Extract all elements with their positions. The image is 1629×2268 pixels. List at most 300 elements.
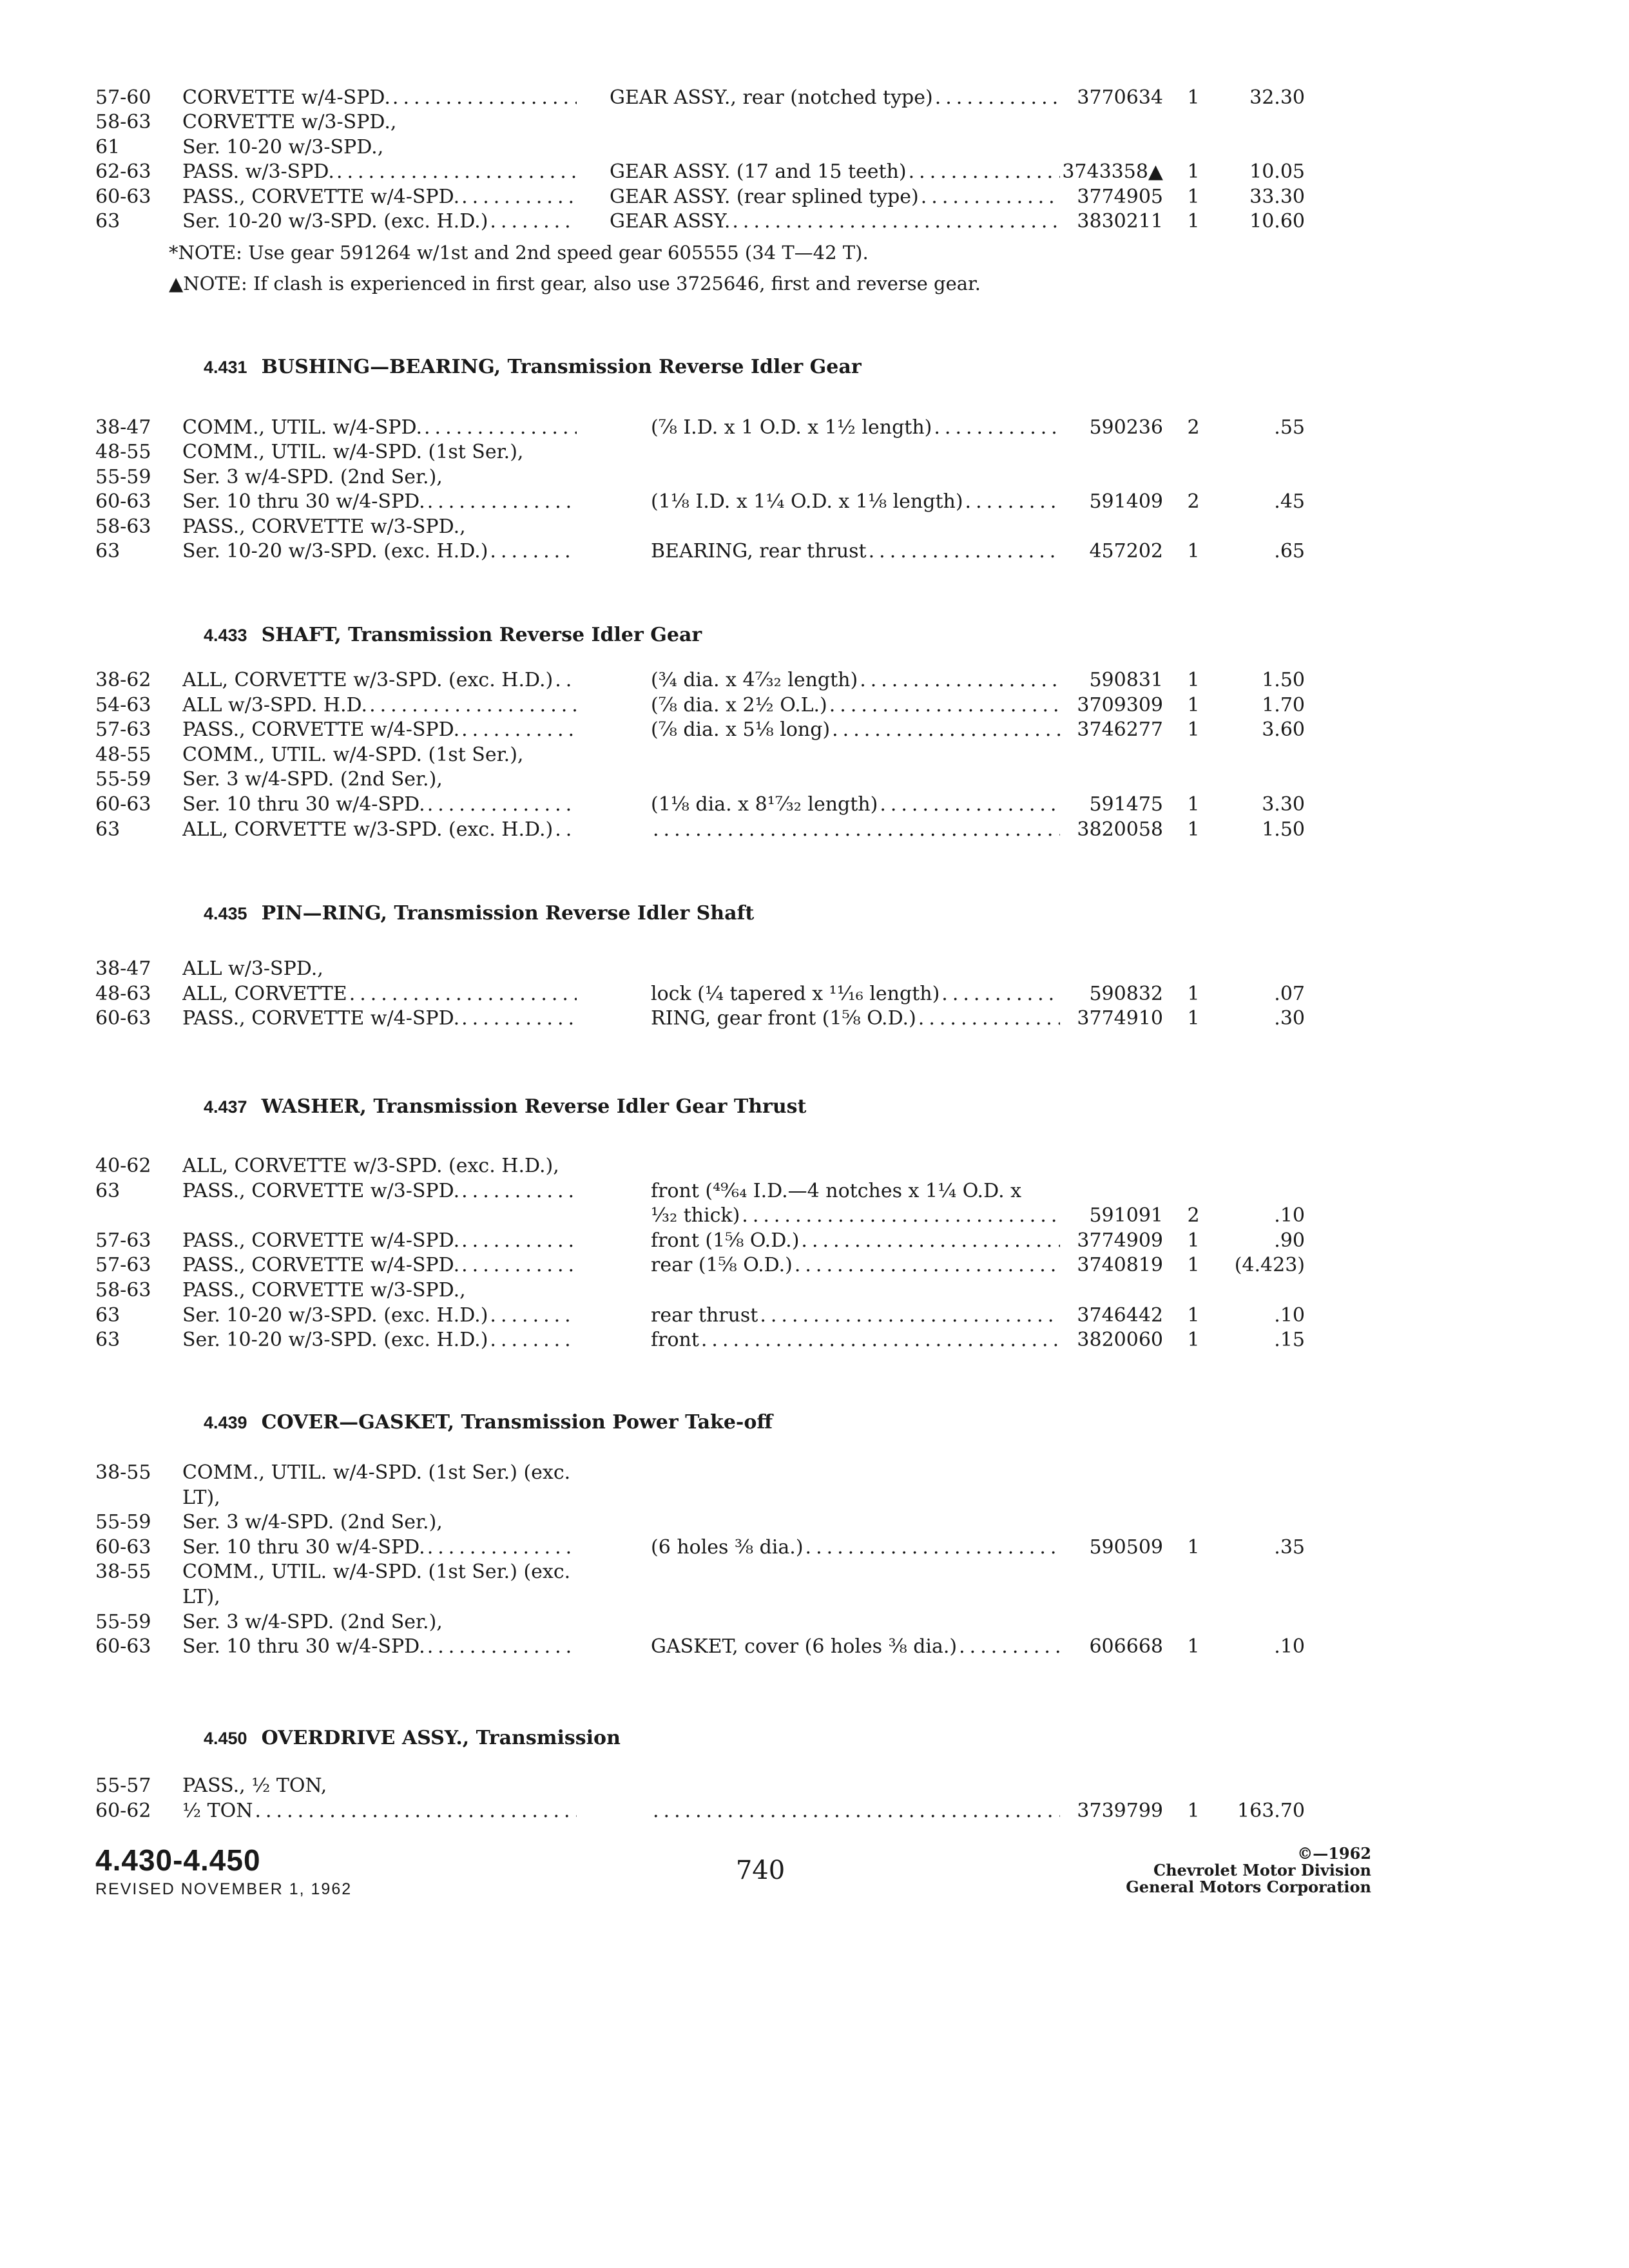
table-row [0,1510,1629,1535]
section-heading-4433 [204,624,702,646]
table-row [0,668,1629,693]
model-application-text: Ser. 10 thru 30 w/4-SPD. [182,490,425,514]
part-description-text: GEAR ASSY. (rear splined type) [610,185,919,208]
part-number: 606668 [1089,1635,1163,1658]
list-price: 10.05 [1249,160,1305,184]
list-price: .07 [1274,982,1305,1005]
model-year: 60-63 [95,490,151,514]
table-row [0,1610,1629,1635]
part-description [651,415,1060,441]
table-row [0,1203,1629,1229]
part-number: 591091 [1089,1204,1163,1227]
table-row [0,1253,1629,1278]
model-year: 57-63 [95,1254,151,1277]
dot-leader [461,1006,577,1032]
model-year: 60-63 [95,1007,151,1030]
model-application: COMM., UTIL. w/4-SPD. (1st Ser.), [182,441,524,464]
model-application [182,1178,577,1204]
model-application-text: ALL, CORVETTE [182,982,347,1005]
dot-leader [427,489,577,515]
part-description [651,1798,1060,1824]
quantity: 1 [1187,793,1200,816]
table-row [0,514,1629,540]
part-number: 3743358▲ [1062,160,1163,184]
part-description [651,693,1060,718]
list-price: 3.30 [1262,793,1305,816]
list-price: .45 [1274,490,1305,514]
quantity: 1 [1187,982,1200,1005]
model-year: 58-63 [95,515,151,538]
table-row [0,159,1629,185]
model-year: 58-63 [95,111,151,134]
part-description [651,792,1060,818]
table-row [0,209,1629,235]
part-description-text: GASKET, cover (6 holes ⅜ dia.) [651,1635,958,1658]
model-application-text: COMM., UTIL. w/4-SPD. [182,416,422,439]
model-year: 38-55 [95,1561,151,1584]
part-number: 3739799 [1077,1799,1163,1822]
model-year: 48-63 [95,982,151,1005]
model-application: CORVETTE w/3-SPD., [182,111,397,134]
model-application: LT), [182,1586,220,1608]
dot-leader [369,693,577,718]
footer-publisher [1126,1845,1371,1896]
model-year: 38-62 [95,669,151,691]
dot-leader [255,1798,577,1824]
quantity: 1 [1187,718,1200,742]
quantity: 1 [1187,185,1200,208]
dot-leader [555,668,577,693]
dot-leader [461,717,577,743]
model-application [182,792,577,818]
part-number: 3774910 [1077,1007,1163,1030]
model-year: 55-59 [95,465,151,488]
section-number: 4.439 [204,1413,247,1432]
quantity: 1 [1187,669,1200,691]
part-description-text: (⅞ dia. x 2½ O.L.) [651,693,827,716]
model-year: 60-63 [95,185,151,208]
table-row [0,1006,1629,1032]
table-row [0,85,1629,111]
dot-leader [490,1327,577,1353]
model-application [182,717,577,743]
part-description [651,1006,1060,1032]
model-application [182,1253,577,1278]
table-row [0,1485,1629,1511]
model-application [182,1634,577,1660]
part-description-text: ¹⁄₃₂ thick) [651,1204,740,1227]
dot-leader [427,792,577,818]
model-application: PASS., ½ TON, [182,1774,327,1797]
model-application [182,1303,577,1329]
model-application-text: PASS., CORVETTE w/4-SPD. [182,718,460,742]
model-application-text: Ser. 10-20 w/3-SPD. (exc. H.D.) [182,540,488,562]
model-application-text: Ser. 10 thru 30 w/4-SPD. [182,1535,425,1559]
table-row [0,1153,1629,1179]
part-description [651,1303,1060,1329]
model-application [182,159,577,185]
part-number: 3820060 [1077,1329,1163,1352]
list-price: .10 [1274,1204,1305,1227]
list-price: .35 [1274,1535,1305,1559]
part-number: 3770634 [1077,86,1163,109]
dot-leader [742,1203,1060,1229]
quantity: 1 [1187,1303,1200,1327]
dot-leader [392,85,577,111]
table-row [0,1798,1629,1824]
dot-leader [427,1634,577,1660]
model-application-text: PASS., CORVETTE w/4-SPD. [182,185,460,208]
model-year: 63 [95,1179,120,1202]
model-year: 57-63 [95,718,151,742]
note-gear-591264: *NOTE: Use gear 591264 w/1st and 2nd speed gear 605555 (34 T—42 T). [169,242,869,264]
model-application-text: ½ TON [182,1799,253,1822]
dot-leader [805,1535,1060,1561]
model-year: 63 [95,1303,120,1327]
part-description [651,1228,1060,1254]
copyright: ©—1962 [1297,1844,1371,1863]
quantity: 1 [1187,86,1200,109]
model-application [182,1006,577,1032]
part-description-text: RING, gear front (1⅝ O.D.) [651,1007,916,1030]
quantity: 1 [1187,1799,1200,1822]
part-number: 590509 [1089,1535,1163,1559]
part-number: 590831 [1089,669,1163,691]
quantity: 1 [1187,818,1200,841]
table-row [0,465,1629,490]
part-description-text: (1⅛ I.D. x 1¼ O.D. x 1⅛ length) [651,490,963,514]
model-year: 57-63 [95,1229,151,1252]
model-application [182,209,577,235]
list-price: 33.30 [1249,185,1305,208]
model-application-text: PASS., CORVETTE w/4-SPD. [182,1007,460,1030]
part-number: 590832 [1089,982,1163,1005]
model-year: 55-57 [95,1774,151,1797]
dot-leader [490,209,577,235]
section-heading-4431 [204,356,862,378]
table-row [0,489,1629,515]
dot-leader [336,159,577,185]
model-year: 61 [95,135,120,159]
part-number: 3820058 [1077,818,1163,841]
section-number: 4.437 [204,1097,247,1117]
model-year: 54-63 [95,693,151,716]
section-title: COVER—GASKET, Transmission Power Take-off [261,1411,773,1434]
model-application-text: PASS., CORVETTE w/3-SPD. [182,1179,460,1202]
model-year: 48-55 [95,743,151,766]
table-row [0,817,1629,843]
model-application [182,693,577,718]
model-application: COMM., UTIL. w/4-SPD. (1st Ser.), [182,743,524,766]
table-row [0,135,1629,160]
part-description-text: rear (1⅝ O.D.) [651,1254,793,1277]
dot-leader [795,1253,1060,1278]
section-title: OVERDRIVE ASSY., Transmission [261,1727,621,1749]
quantity: 1 [1187,1329,1200,1352]
footer-section-range: 4.430-4.450 [95,1843,261,1877]
part-description-text: GEAR ASSY. [610,210,731,233]
dot-leader [427,1535,577,1561]
dot-leader [653,817,1060,843]
part-number: 590236 [1089,416,1163,439]
part-description [651,539,1060,564]
model-application: PASS., CORVETTE w/3-SPD., [182,515,466,538]
part-description [610,159,1060,185]
dot-leader [701,1327,1060,1353]
model-year: 60-63 [95,793,151,816]
model-year: 58-63 [95,1279,151,1302]
table-row [0,415,1629,441]
quantity: 2 [1187,1204,1200,1227]
footer-revised-date: REVISED NOVEMBER 1, 1962 [95,1880,352,1898]
model-application: Ser. 10-20 w/3-SPD., [182,135,384,159]
model-application: LT), [182,1486,220,1509]
model-year: 40-62 [95,1155,151,1177]
part-description-text: BEARING, rear thrust [651,540,867,562]
section-heading-4439 [204,1411,773,1434]
model-application-text: Ser. 10-20 w/3-SPD. (exc. H.D.) [182,1329,488,1352]
part-description-text: rear thrust [651,1303,758,1327]
section-number: 4.431 [204,358,247,377]
model-year: 63 [95,210,120,233]
model-application: COMM., UTIL. w/4-SPD. (1st Ser.) (exc. [182,1461,571,1484]
quantity: 1 [1187,1007,1200,1030]
model-year: 55-59 [95,1610,151,1633]
list-price: .10 [1274,1303,1305,1327]
quantity: 1 [1187,1635,1200,1658]
table-row [0,1535,1629,1561]
model-application [182,817,577,843]
model-application [182,539,577,564]
dot-leader [490,1303,577,1329]
model-year: 60-63 [95,1535,151,1559]
section-number: 4.433 [204,626,247,645]
part-number: 3746442 [1077,1303,1163,1327]
table-row [0,1559,1629,1585]
model-application: Ser. 3 w/4-SPD. (2nd Ser.), [182,465,443,488]
section-heading-4437 [204,1095,806,1118]
part-description-text: front (1⅝ O.D.) [651,1229,800,1252]
dot-leader [760,1303,1060,1329]
model-application [182,1535,577,1561]
dot-leader [860,668,1060,693]
note-clash-first-gear: ▲NOTE: If clash is experienced in first gear, also use 3725646, first and reverse gear. [169,273,981,294]
part-description-text: lock (¼ tapered x ¹¹⁄₁₆ length) [651,982,940,1005]
model-application: ALL, CORVETTE w/3-SPD. (exc. H.D.), [182,1155,559,1177]
list-price: 1.50 [1262,669,1305,691]
section-title: SHAFT, Transmission Reverse Idler Gear [261,624,702,646]
quantity: 2 [1187,490,1200,514]
section-title: BUSHING—BEARING, Transmission Reverse Idler Gear [261,356,862,378]
part-description [651,1203,1060,1229]
model-application [182,1228,577,1254]
model-year: 48-55 [95,441,151,464]
part-number: 591475 [1089,793,1163,816]
part-description-text: front [651,1329,699,1352]
model-application-text: ALL w/3-SPD. H.D. [182,693,368,716]
division-name: Chevrolet Motor Division [1153,1861,1371,1879]
quantity: 1 [1187,540,1200,562]
model-application-text: Ser. 10-20 w/3-SPD. (exc. H.D.) [182,210,488,233]
list-price: .55 [1274,416,1305,439]
list-price: 3.60 [1262,718,1305,742]
part-description: front (⁴⁹⁄₆₄ I.D.—4 notches x 1¼ O.D. x [651,1179,1022,1202]
section-number: 4.450 [204,1729,247,1748]
part-number: 3709309 [1077,693,1163,716]
model-year: 55-59 [95,768,151,791]
part-description [610,85,1060,111]
model-application-text: Ser. 10 thru 30 w/4-SPD. [182,793,425,816]
model-application-text: PASS. w/3-SPD. [182,160,334,184]
table-row [0,1460,1629,1486]
table-row [0,1228,1629,1254]
quantity: 1 [1187,210,1200,233]
list-price: 32.30 [1249,86,1305,109]
model-year: 63 [95,818,120,841]
quantity: 1 [1187,693,1200,716]
model-year: 38-55 [95,1461,151,1484]
table-row [0,539,1629,564]
list-price: .65 [1274,540,1305,562]
part-description-text: (6 holes ⅜ dia.) [651,1535,804,1559]
dot-leader [555,817,577,843]
list-price: (4.423) [1234,1254,1305,1277]
dot-leader [801,1228,1060,1254]
model-year: 60-63 [95,1635,151,1658]
table-row [0,184,1629,210]
page-number: 740 [735,1856,786,1885]
model-application [182,489,577,515]
table-row [0,1327,1629,1353]
table-row [0,792,1629,818]
part-number: 3746277 [1077,718,1163,742]
part-description-text: GEAR ASSY. (17 and 15 teeth) [610,160,907,184]
list-price: 1.50 [1262,818,1305,841]
model-application-text: Ser. 10-20 w/3-SPD. (exc. H.D.) [182,1303,488,1327]
quantity: 1 [1187,1254,1200,1277]
table-row [0,742,1629,768]
model-year: 62-63 [95,160,151,184]
model-application-text: ALL, CORVETTE w/3-SPD. (exc. H.D.) [182,669,554,691]
model-application-text: Ser. 10 thru 30 w/4-SPD. [182,1635,425,1658]
table-row [0,981,1629,1007]
list-price: 10.60 [1249,210,1305,233]
part-description [610,184,1060,210]
model-application-text: ALL, CORVETTE w/3-SPD. (exc. H.D.) [182,818,554,841]
table-row [0,1584,1629,1610]
dot-leader [653,1798,1060,1824]
quantity: 1 [1187,160,1200,184]
part-description [651,981,1060,1007]
table-row [0,717,1629,743]
table-row [0,1278,1629,1303]
dot-leader [490,539,577,564]
part-description [651,1535,1060,1561]
table-row [0,1303,1629,1329]
list-price: .10 [1274,1635,1305,1658]
part-description-text: (⅞ dia. x 5⅛ long) [651,718,831,742]
part-number: 3774905 [1077,185,1163,208]
corporation-name: General Motors Corporation [1126,1878,1371,1896]
section-number: 4.435 [204,904,247,923]
part-description [651,1634,1060,1660]
part-description [651,817,1060,843]
dot-leader [349,981,577,1007]
table-row [0,110,1629,135]
list-price: .90 [1274,1229,1305,1252]
model-application [182,85,577,111]
model-year: 60-62 [95,1799,151,1822]
section-title: WASHER, Transmission Reverse Idler Gear Thrust [261,1095,807,1118]
model-application: Ser. 3 w/4-SPD. (2nd Ser.), [182,1610,443,1633]
table-row [0,1773,1629,1799]
dot-leader [461,1228,577,1254]
dot-leader [461,1178,577,1204]
model-application [182,1798,577,1824]
model-year: 55-59 [95,1511,151,1534]
model-application [182,415,577,441]
list-price: .15 [1274,1329,1305,1352]
quantity: 1 [1187,1535,1200,1559]
model-year: 38-47 [95,957,151,980]
table-row [0,693,1629,718]
dot-leader [461,184,577,210]
model-application: ALL w/3-SPD., [182,957,323,980]
section-heading-4435 [204,902,754,925]
dot-leader [832,717,1060,743]
table-row [0,439,1629,465]
table-row [0,1178,1629,1204]
part-description [651,668,1060,693]
model-application-text: PASS., CORVETTE w/4-SPD. [182,1254,460,1277]
part-number: 457202 [1089,540,1163,562]
model-application: COMM., UTIL. w/4-SPD. (1st Ser.) (exc. [182,1561,571,1584]
model-application: PASS., CORVETTE w/3-SPD., [182,1279,466,1302]
list-price: .30 [1274,1007,1305,1030]
part-number: 3774909 [1077,1229,1163,1252]
model-year: 57-60 [95,86,151,109]
model-application [182,1327,577,1353]
model-year: 38-47 [95,416,151,439]
model-year: 63 [95,540,120,562]
part-description [651,489,1060,515]
model-application: Ser. 3 w/4-SPD. (2nd Ser.), [182,1511,443,1534]
dot-leader [829,693,1060,718]
section-title: PIN—RING, Transmission Reverse Idler Shaft [261,902,755,925]
table-row [0,767,1629,793]
list-price: 1.70 [1262,693,1305,716]
part-number: 591409 [1089,490,1163,514]
quantity: 2 [1187,416,1200,439]
model-application-text: PASS., CORVETTE w/4-SPD. [182,1229,460,1252]
part-number: 3830211 [1077,210,1163,233]
table-row [0,1634,1629,1660]
part-description-text: (¾ dia. x 4⁷⁄₃₂ length) [651,669,858,691]
section-heading-4450 [204,1727,621,1749]
dot-leader [424,415,577,441]
list-price: 163.70 [1237,1799,1305,1822]
part-description-text: (1⅛ dia. x 8¹⁷⁄₃₂ length) [651,793,878,816]
dot-leader [461,1253,577,1278]
part-description [651,1327,1060,1353]
model-year: 63 [95,1329,120,1352]
table-row [0,956,1629,982]
model-application-text: CORVETTE w/4-SPD. [182,86,390,109]
part-description [610,209,1060,235]
model-application: Ser. 3 w/4-SPD. (2nd Ser.), [182,768,443,791]
part-description-text: GEAR ASSY., rear (notched type) [610,86,933,109]
model-application [182,184,577,210]
